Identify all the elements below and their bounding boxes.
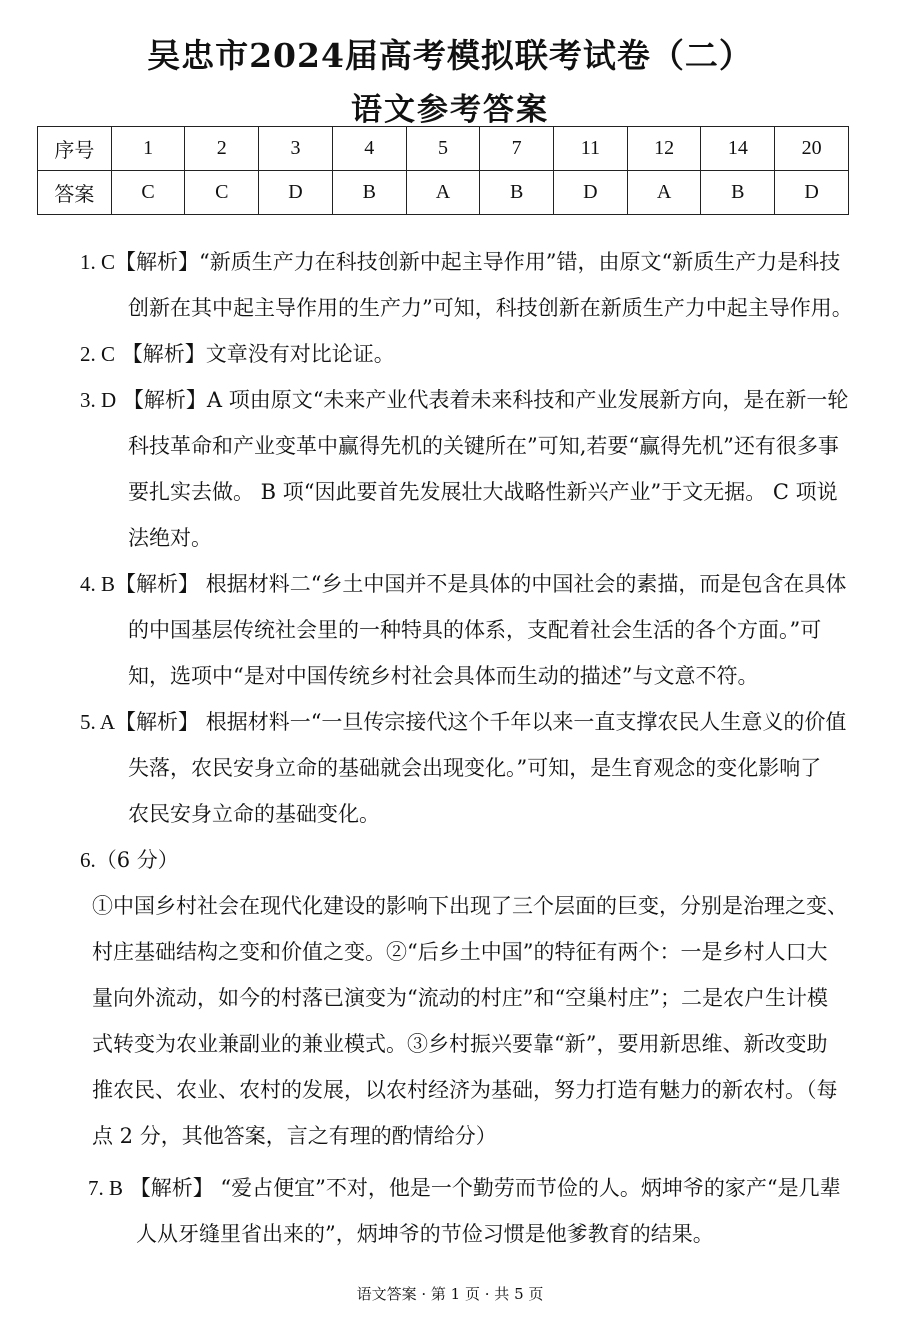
item-number: 3. D bbox=[80, 388, 117, 412]
item-number: 2. C bbox=[80, 342, 116, 366]
item-number: 6. bbox=[80, 848, 96, 872]
explanation-line: 知，选项中“是对中国传统乡村社会具体而生动的描述”与文意不符。 bbox=[128, 664, 759, 688]
item-number: 4. B bbox=[80, 572, 116, 596]
item-number: 5. A bbox=[80, 710, 116, 734]
answer-item-2 bbox=[80, 332, 395, 378]
answer-key-subtitle: 语文参考答案 bbox=[351, 92, 549, 128]
explanation-line: 失落，农民安身立命的基础就会出现变化。”可知，是生育观念的变化影响了 bbox=[128, 756, 822, 780]
explanation-line: 【解析】 “爱占便宜”不对，他是一个勤劳而节俭的人。炳坤爷的家产“是几辈 bbox=[129, 1176, 841, 1200]
explanation-line: 人从牙缝里省出来的”，炳坤爷的节俭习惯是他爹教育的结果。 bbox=[136, 1222, 714, 1246]
explanation-line: ①中国乡村社会在现代化建设的影响下出现了三个层面的巨变，分别是治理之变、 bbox=[92, 894, 848, 918]
question-number: 20 bbox=[775, 127, 849, 171]
answer-cell: D bbox=[775, 171, 849, 215]
explanation-line: 【解析】 根据材料二“乡土中国并不是具体的中国社会的素描，而是包含在具体 bbox=[115, 572, 847, 596]
explanation-line: 的中国基层传统社会里的一种特具的体系，支配着社会生活的各个方面。”可 bbox=[128, 618, 822, 642]
explanation-line: 点 2 分，其他答案，言之有理的酌情给分） bbox=[92, 1124, 497, 1148]
explanation-line: 量向外流动，如今的村落已演变为“流动的村庄”和“空巢村庄”；二是农户生计模 bbox=[92, 986, 828, 1010]
score-note: （6 分） bbox=[95, 848, 179, 872]
question-number: 12 bbox=[627, 127, 701, 171]
item-number: 7. B bbox=[88, 1176, 124, 1200]
answer-item-3 bbox=[80, 378, 848, 424]
answer-row bbox=[38, 171, 849, 215]
row-label-answer: 答案 bbox=[38, 171, 112, 215]
number-row bbox=[38, 127, 849, 171]
row-label-number: 序号 bbox=[38, 127, 112, 171]
explanation-line: 法绝对。 bbox=[128, 526, 212, 550]
explanation-line: 式转变为农业兼副业的兼业模式。③乡村振兴要靠“新”，要用新思维、新改变助 bbox=[92, 1032, 828, 1056]
item-number: 1. C bbox=[80, 250, 116, 274]
question-number: 3 bbox=[259, 127, 333, 171]
answer-item-5 bbox=[80, 700, 846, 746]
explanation-line: 科技革命和产业变革中赢得先机的关键所在”可知,若要“赢得先机”还有很多事 bbox=[128, 434, 839, 458]
question-number: 7 bbox=[480, 127, 554, 171]
page-footer: 语文答案 · 第 1 页 · 共 5 页 bbox=[356, 1285, 544, 1303]
explanation-line: 【解析】 根据材料一“一旦传宗接代这个千年以来一直支撑农民人生意义的价值 bbox=[115, 710, 847, 734]
answer-cell: A bbox=[627, 171, 701, 215]
explanation-line: 推农民、农业、农村的发展，以农村经济为基础，努力打造有魅力的新农村。（每 bbox=[92, 1078, 838, 1102]
question-number: 2 bbox=[185, 127, 259, 171]
answer-cell: B bbox=[332, 171, 406, 215]
question-number: 14 bbox=[701, 127, 775, 171]
explanation-line: 【解析】A 项由原文“未来产业代表着未来科技和产业发展新方向，是在新一轮 bbox=[122, 388, 849, 412]
question-number: 11 bbox=[554, 127, 628, 171]
explanation-line: 村庄基础结构之变和价值之变。②“后乡土中国”的特征有两个：一是乡村人口大 bbox=[92, 940, 828, 964]
answer-table bbox=[37, 126, 849, 215]
answer-cell: D bbox=[554, 171, 628, 215]
answer-item-4 bbox=[80, 562, 846, 608]
exam-title: 吴忠市2024届高考模拟联考试卷（二） bbox=[147, 36, 753, 75]
answer-cell: B bbox=[480, 171, 554, 215]
explanation-line: 【解析】文章没有对比论证。 bbox=[121, 342, 395, 366]
question-number: 4 bbox=[332, 127, 406, 171]
explanation-line: 要扎实去做。 B 项“因此要首先发展壮大战略性新兴产业”于文无据。 C 项说 bbox=[128, 480, 838, 504]
answer-cell: A bbox=[406, 171, 480, 215]
answer-cell: C bbox=[185, 171, 259, 215]
answer-cell: B bbox=[701, 171, 775, 215]
explanation-line: 农民安身立命的基础变化。 bbox=[128, 802, 380, 826]
answer-cell: C bbox=[111, 171, 185, 215]
answer-cell: D bbox=[259, 171, 333, 215]
answer-item-6 bbox=[80, 838, 179, 884]
explanation-line: 【解析】“新质生产力在科技创新中起主导作用”错，由原文“新质生产力是科技 bbox=[115, 250, 841, 274]
question-number: 1 bbox=[111, 127, 185, 171]
question-number: 5 bbox=[406, 127, 480, 171]
answer-item-7 bbox=[88, 1166, 841, 1212]
answer-item-1 bbox=[80, 240, 840, 286]
explanation-line: 创新在其中起主导作用的生产力”可知，科技创新在新质生产力中起主导作用。 bbox=[128, 296, 853, 320]
